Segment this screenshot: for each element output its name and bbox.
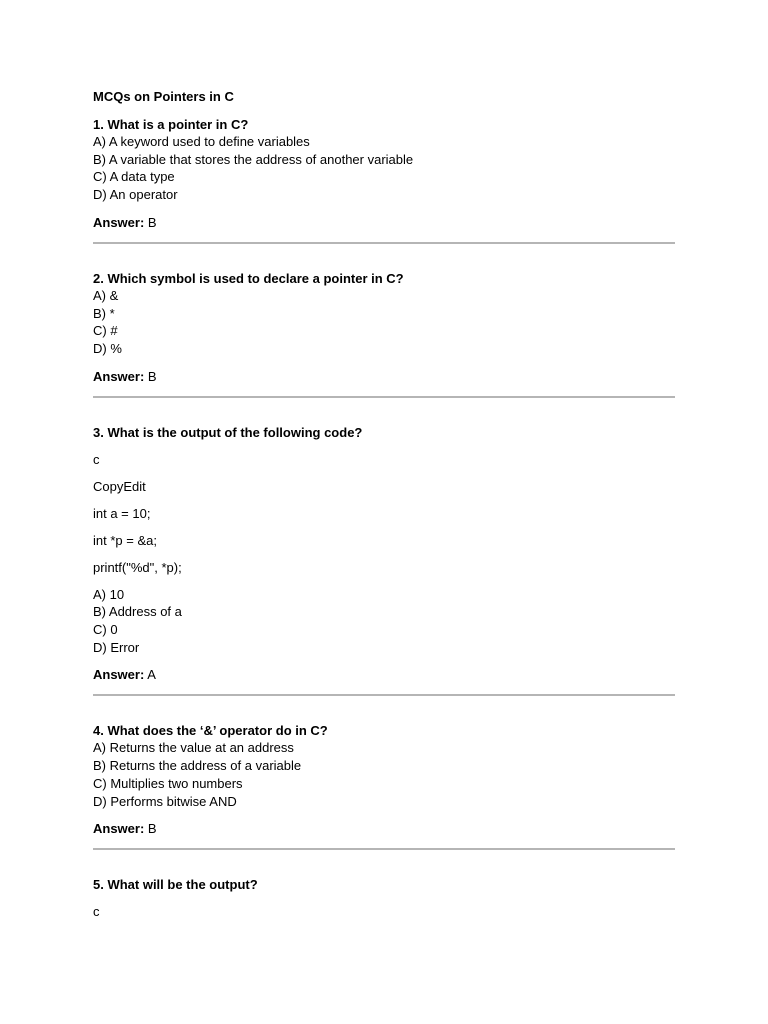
code-language-label: c <box>93 451 100 467</box>
question-text: 1. What is a pointer in C? <box>93 117 249 132</box>
answer-label: Answer: <box>93 667 145 683</box>
question-block-1 <box>93 116 675 244</box>
option-a: A) A keyword used to define variables <box>93 134 310 149</box>
answer-value: B <box>147 821 157 837</box>
answer-line <box>93 666 675 683</box>
option-d: D) Error <box>93 639 140 655</box>
answer-value: B <box>147 214 157 230</box>
option-b: B) Returns the address of a variable <box>93 758 302 774</box>
option-c: C) # <box>93 323 118 339</box>
question-text: 2. Which symbol is used to declare a pointer in C? <box>93 270 404 286</box>
question-text: 3. What is the output of the following code? <box>93 424 363 440</box>
answer-label: Answer: <box>93 214 145 230</box>
question-text: 5. What will be the output? <box>93 877 258 893</box>
code-language-label: c <box>93 904 100 920</box>
options-list <box>93 739 675 810</box>
question-block-2 <box>93 270 675 398</box>
option-b: B) A variable that stores the address of another variable <box>93 151 414 167</box>
question-block-5 <box>93 876 675 920</box>
option-c: C) Multiplies two numbers <box>93 775 243 791</box>
option-d: D) % <box>93 340 122 356</box>
options-list <box>93 287 675 358</box>
question-block-4 <box>93 722 675 850</box>
option-a: A) 10 <box>93 586 125 602</box>
answer-line <box>93 214 675 231</box>
question-block-3 <box>93 424 675 697</box>
answer-value: A <box>147 667 156 683</box>
option-a: A) Returns the value at an address <box>93 740 294 756</box>
options-list <box>93 586 675 657</box>
answer-line <box>93 820 675 837</box>
option-b: B) * <box>93 305 115 321</box>
answer-value: B <box>147 368 157 384</box>
answer-label: Answer: <box>93 368 145 384</box>
answer-label: Answer: <box>93 821 145 837</box>
copy-edit-label: CopyEdit <box>93 478 146 494</box>
code-line: int *p = &a; <box>93 532 157 548</box>
code-line: printf("%d", *p); <box>93 559 182 575</box>
document-title: MCQs on Pointers in C <box>93 89 234 104</box>
options-list <box>93 133 675 204</box>
answer-line <box>93 368 675 385</box>
option-c: C) 0 <box>93 622 118 638</box>
option-d: D) An operator <box>93 187 178 203</box>
option-d: D) Performs bitwise AND <box>93 793 237 809</box>
option-c: C) A data type <box>93 169 175 185</box>
option-b: B) Address of a <box>93 604 182 620</box>
code-line: int a = 10; <box>93 505 151 521</box>
question-text: 4. What does the ‘&’ operator do in C? <box>93 723 328 739</box>
option-a: A) & <box>93 287 119 303</box>
